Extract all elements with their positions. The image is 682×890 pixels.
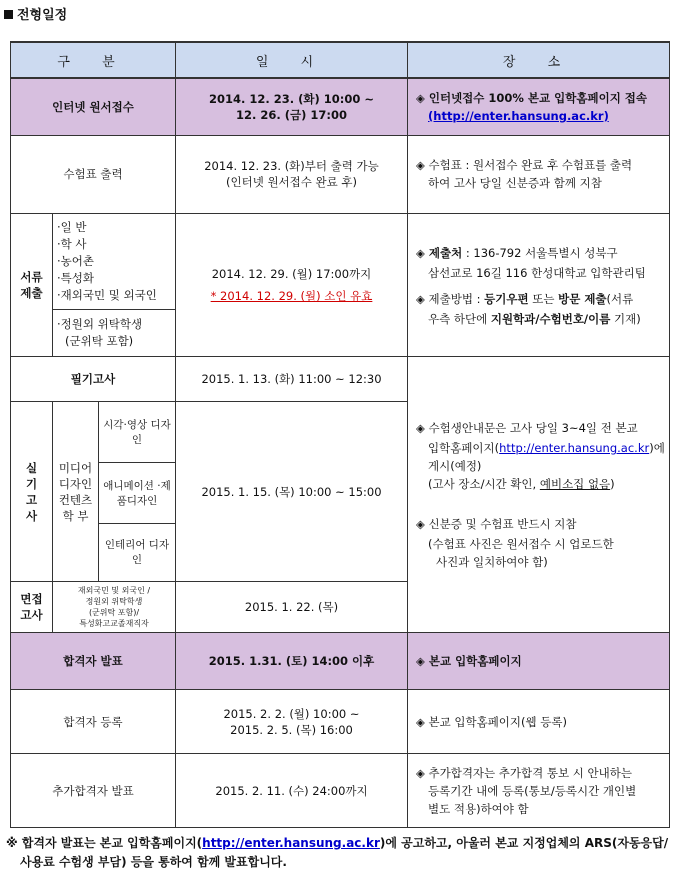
practical-track-interior: 인테리어 디자인: [99, 523, 176, 582]
additional-label: 추가합격자 발표: [11, 754, 176, 828]
practical-label: 실 기 고 사: [11, 402, 53, 582]
row-registration: [11, 690, 670, 754]
section-heading: 전형일정: [4, 4, 67, 23]
documents-date: 2014. 12. 29. (월) 17:00까지 * 2014. 12. 29. (월) 소인 유효: [176, 214, 408, 357]
documents-label: 서류 제출: [11, 214, 53, 357]
practical-dept: 미디어 디자인 컨텐츠 학 부: [53, 402, 99, 582]
ticket-print-label: 수험표 출력: [11, 135, 176, 214]
announce-date: 2015. 1.31. (토) 14:00 이후: [176, 632, 408, 690]
interview-targets: 재외국민 및 외국인 / 정원외 위탁학생 (군위탁 포함)/ 특성화고교졸재직자: [53, 582, 176, 633]
row-additional: [11, 754, 670, 828]
online-apply-place: ◈ 인터넷접수 100% 본교 입학홈페이지 접속 (http://enter.hansung.ac.kr): [408, 78, 670, 135]
ticket-print-date: 2014. 12. 23. (화)부터 출력 가능 (인터넷 원서접수 완료 후): [176, 135, 408, 214]
ticket-print-place: ◈ 수험표 : 원서접수 완료 후 수험표를 출력 하여 고사 당일 신분증과 함께 지참: [408, 135, 670, 214]
table-header-row: [11, 42, 670, 78]
admission-homepage-link[interactable]: (http://enter.hansung.ac.kr): [428, 108, 609, 123]
written-label: 필기고사: [11, 356, 176, 401]
header-category: 구 분: [11, 42, 176, 78]
documents-place: ◈ 제출처 : 136-792 서울특별시 성북구 삼선교로 16길 116 한성대학교 입학관리팀 ◈ 제출방법 : 등기우편 또는 방문 제출(서류 우측 하단에 지원학과/수험번호/이름 기재): [408, 214, 670, 357]
announce-place: ◈ 본교 입학홈페이지: [408, 632, 670, 690]
documents-extra-list: ·정원외 위탁학생 (군위탁 포함): [53, 310, 176, 357]
interview-label: 면접 고사: [11, 582, 53, 633]
documents-types-list: ·일 반 ·학 사 ·농어촌 ·특성화 ·재외국민 및 외국인: [53, 214, 176, 310]
online-apply-label: 인터넷 원서접수: [11, 78, 176, 135]
additional-date: 2015. 2. 11. (수) 24:00까지: [176, 754, 408, 828]
written-date: 2015. 1. 13. (화) 11:00 ~ 12:30: [176, 356, 408, 401]
registration-label: 합격자 등록: [11, 690, 176, 754]
exam-homepage-link[interactable]: http://enter.hansung.ac.kr: [499, 441, 650, 456]
interview-date: 2015. 1. 22. (목): [176, 582, 408, 633]
exam-info-place: ◈ 수험생안내문은 고사 당일 3~4일 전 본교 입학홈페이지(http://enter.hansung.ac.kr)에 게시(예정) (고사 장소/시간 확인, 예비소집 없음) ◈ 신분증 및 수험표 반드시 지참 (수험표 사진은 원서접수 시 업로드한 사진과 일치하여야 함): [408, 356, 670, 632]
row-online-apply: [11, 78, 670, 135]
row-announce: [11, 632, 670, 690]
online-apply-date: 2014. 12. 23. (화) 10:00 ~ 12. 26. (금) 17:00: [176, 78, 408, 135]
practical-track-animation: 애니메이션 ·제품디자인: [99, 463, 176, 524]
header-datetime: 일 시: [176, 42, 408, 78]
square-bullet-icon: [4, 10, 13, 19]
schedule-table: [10, 41, 670, 828]
row-written: [11, 356, 670, 401]
additional-place: ◈ 추가합격자는 추가합격 통보 시 안내하는 등록기간 내에 등록(통보/등록시간 개인별 별도 적용)하여야 함: [408, 754, 670, 828]
footer-homepage-link[interactable]: http://enter.hansung.ac.kr: [202, 836, 380, 850]
footer-note: ※ 합격자 발표는 본교 입학홈페이지(http://enter.hansung.ac.kr)에 공고하고, 아울러 본교 지정업체의 ARS(자동응답/ 사용료 수험생 부담) 등을 통하여 함께 발표합니다.: [6, 836, 669, 869]
header-place: 장 소: [408, 42, 670, 78]
row-documents: [11, 214, 670, 310]
practical-date: 2015. 1. 15. (목) 10:00 ~ 15:00: [176, 402, 408, 582]
practical-track-visual: 시각·영상 디자인: [99, 402, 176, 463]
row-ticket-print: [11, 135, 670, 214]
registration-date: 2015. 2. 2. (월) 10:00 ~ 2015. 2. 5. (목) 16:00: [176, 690, 408, 754]
announce-label: 합격자 발표: [11, 632, 176, 690]
registration-place: ◈ 본교 입학홈페이지(웹 등록): [408, 690, 670, 754]
